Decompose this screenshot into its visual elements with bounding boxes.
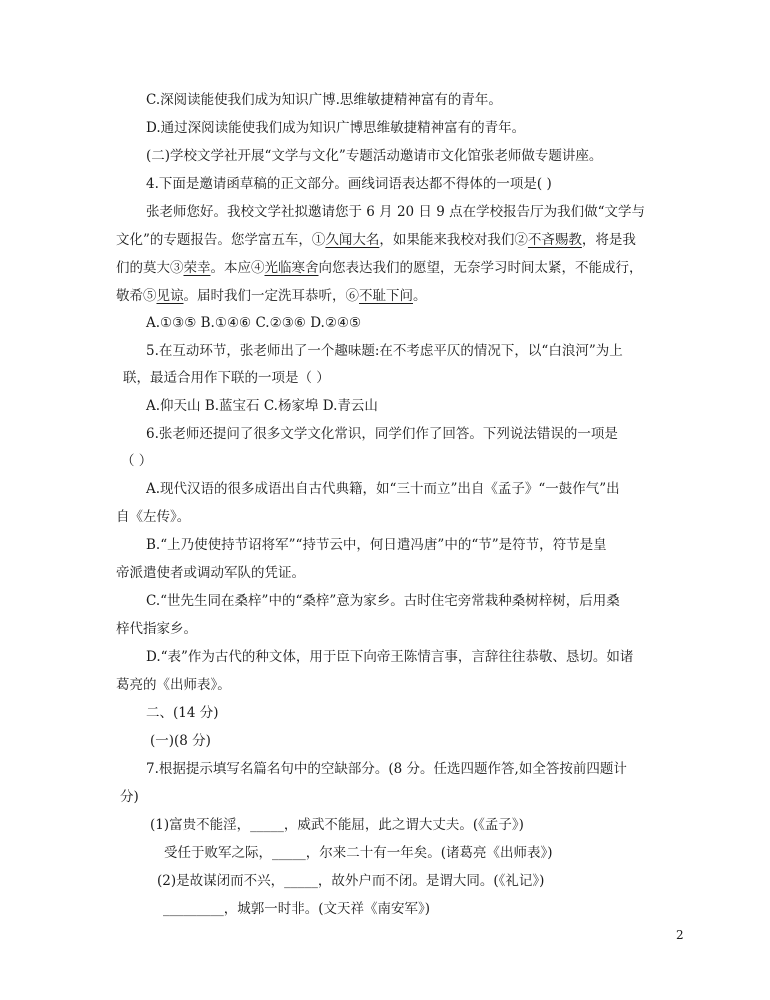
- q6-stem-line-1: 6.张老师还提问了很多文学文化常识，同学们作了回答。下列说法错误的一项是: [146, 426, 618, 442]
- q7-stem-line-2: 分): [120, 789, 139, 805]
- underlined-phrase-4: 光临寒舍: [264, 260, 319, 276]
- q4-letter-line-3: 们的莫大③荣幸。本应④光临寒舍向您表达我们的愿望，无奈学习时间太紧，不能成行，: [116, 260, 643, 276]
- q6-option-d-line-1: D.“表”作为古代的种文体，用于臣下向帝王陈情言事，言辞往往恭敬、恳切。如诸: [146, 649, 634, 665]
- q6-option-c-line-1: C.“世先生同在桑梓”中的“桑梓”意为家乡。古时住宅旁常栽种桑树梓树，后用桑: [146, 593, 620, 609]
- q7-item-1b: 受任于败军之际，_____，尔来二十有一年矣。(诸葛亮《出师表》): [164, 845, 553, 861]
- q4-letter-line-4: 敬希⑤见谅。届时我们一定洗耳恭听，⑥不耻下问。: [116, 288, 427, 304]
- q7-item-2b: _________，城郭一时非。(文天祥《南安军》): [163, 901, 431, 917]
- q3-option-d: D.通过深阅读能使我们成为知识广博思维敏捷精神富有的青年。: [146, 120, 526, 136]
- underlined-phrase-1: 久闻大名: [325, 232, 380, 248]
- q6-option-b-line-2: 帝派遣使者或调动军队的凭证。: [116, 565, 305, 581]
- underlined-phrase-5: 见谅: [156, 288, 184, 304]
- section-2-intro: (二)学校文学社开展“文学与文化”专题活动邀请市文化馆张老师做专题讲座。: [146, 148, 603, 164]
- q5-stem-line-1: 5.在互动环节，张老师出了一个趣味题:在不考虑平仄的情况下，以“白浪河”为上: [146, 343, 623, 359]
- q6-option-c-line-2: 梓代指家乡。: [116, 621, 197, 637]
- part-2-title: 二、(14 分): [146, 705, 219, 721]
- part-2-subsection: (一)(8 分): [150, 733, 211, 749]
- q6-stem-line-2: （ ）: [121, 453, 153, 469]
- q6-option-d-line-2: 葛亮的《出师表》。: [116, 677, 231, 693]
- q7-item-1a: (1)富贵不能淫，_____，威武不能屈，此之谓大丈夫。(《孟子》): [150, 817, 524, 833]
- q6-option-a-line-2: 自《左传》。: [116, 509, 191, 525]
- q4-letter-line-2: 文化”的专题报告。您学富五车，①久闻大名，如果能来我校对我们②不吝赐教，将是我: [116, 232, 636, 248]
- q5-stem-line-2: 联，最适合用作下联的一项是（ ）: [123, 370, 330, 386]
- page-number: 2: [676, 928, 684, 942]
- q4-options: A.①③⑤ B.①④⑥ C.②③⑥ D.②④⑤: [146, 315, 362, 331]
- underlined-phrase-2: 不吝赐教: [527, 232, 582, 248]
- q4-stem: 4.下面是邀请函草稿的正文部分。画线词语表达都不得体的一项是( ): [146, 176, 552, 192]
- q3-option-c: C.深阅读能使我们成为知识广博.思维敏捷精神富有的青年。: [146, 92, 502, 108]
- q6-option-a-line-1: A.现代汉语的很多成语出自古代典籍，如“三十而立”出自《孟子》“一鼓作气”出: [146, 481, 620, 497]
- q7-item-2a: (2)是故谋闭而不兴，_____，故外户而不闭。是谓大同。(《礼记》): [157, 873, 545, 889]
- underlined-phrase-3: 荣幸: [183, 260, 211, 276]
- q7-stem-line-1: 7.根据提示填写名篇名句中的空缺部分。(8 分。任选四题作答,如全答按前四题计: [146, 761, 627, 777]
- q5-options: A.仰天山 B.蓝宝石 C.杨家埠 D.青云山: [146, 398, 378, 414]
- q4-letter-line-1: 张老师您好。我校文学社拟邀请您于 6 月 20 日 9 点在学校报告厅为我们做“文学与: [146, 204, 646, 220]
- q6-option-b-line-1: B.“上乃使使持节诏将军”“持节云中，何日遣冯唐”中的“节”是符节，符节是皇: [146, 537, 607, 553]
- underlined-phrase-6: 不耻下问: [359, 288, 413, 304]
